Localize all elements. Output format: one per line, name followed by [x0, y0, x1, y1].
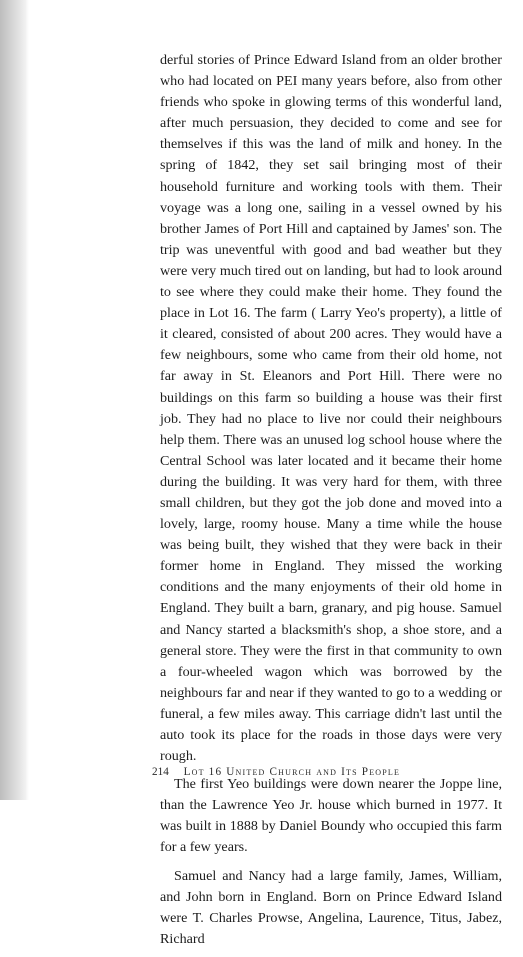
- paragraph-2: The first Yeo buildings were down nearer the Joppe line, than the Lawrence Yeo Jr. house which burned in 1977. It was built in 1888 by Daniel Boundy who occupied this farm for a few years.: [160, 776, 502, 856]
- page-footer: [152, 766, 400, 778]
- paragraph-1: derful stories of Prince Edward Island from an older brother who had located on PEI many years before, also from other friends who spoke in glowing terms of this wonderful land, after much persuasion, they decided to come and see for themselves if this was the land of milk and honey. In the spring of 1842, they set sail bringing most of their household furniture and working tools with them. Their voyage was a long one, sailing in a vessel owned by his brother James of Port Hill and captained by James' son. The trip was uneventful with good and bad weather but they were very much tired out on landing, but had to look around to see where they could make their home. They found the place in Lot 16. The farm ( Larry Yeo's property), a little of it cleared, consisted of about 200 acres. They would have a few neighbours, some who came from their old home, not far away in St. Eleanors and Port Hill. There were no buildings on this farm so building a house was their first job. They had no place to live nor could their neighbours help them. There was an unused log school house where the Central School was later located and it became their home during the building. It was very hard for them, with three small children, but they got the job done and moved into a lovely, large, roomy house. Many a time while the house was being built, they wished that they were back in their former home in England. They missed the working conditions and the many enjoyments of their old home in England. They built a barn, granary, and pig house. Samuel and Nancy started a blacksmith's shop, a shoe store, and a general store. They were the first in that community to own a four-wheeled wagon which was borrowed by the neighbours far and near if they wanted to go to a wedding or funeral, a few miles away. This carriage didn't last until the auto took its place for the roads in those days were very rough.: [160, 52, 502, 765]
- paragraph-3: Samuel and Nancy had a large family, James, William, and John born in England. Born on Prince Edward Island were T. Charles Prowse, Angelina, Laurence, Titus, Jabez, Richard: [160, 867, 502, 947]
- page-number: 214: [152, 766, 169, 778]
- running-head: Lot 16 United Church and Its People: [183, 766, 401, 778]
- page-binding-edge: [26, 0, 29, 800]
- page-binding-shadow: [0, 0, 26, 800]
- body-text: [160, 50, 502, 957]
